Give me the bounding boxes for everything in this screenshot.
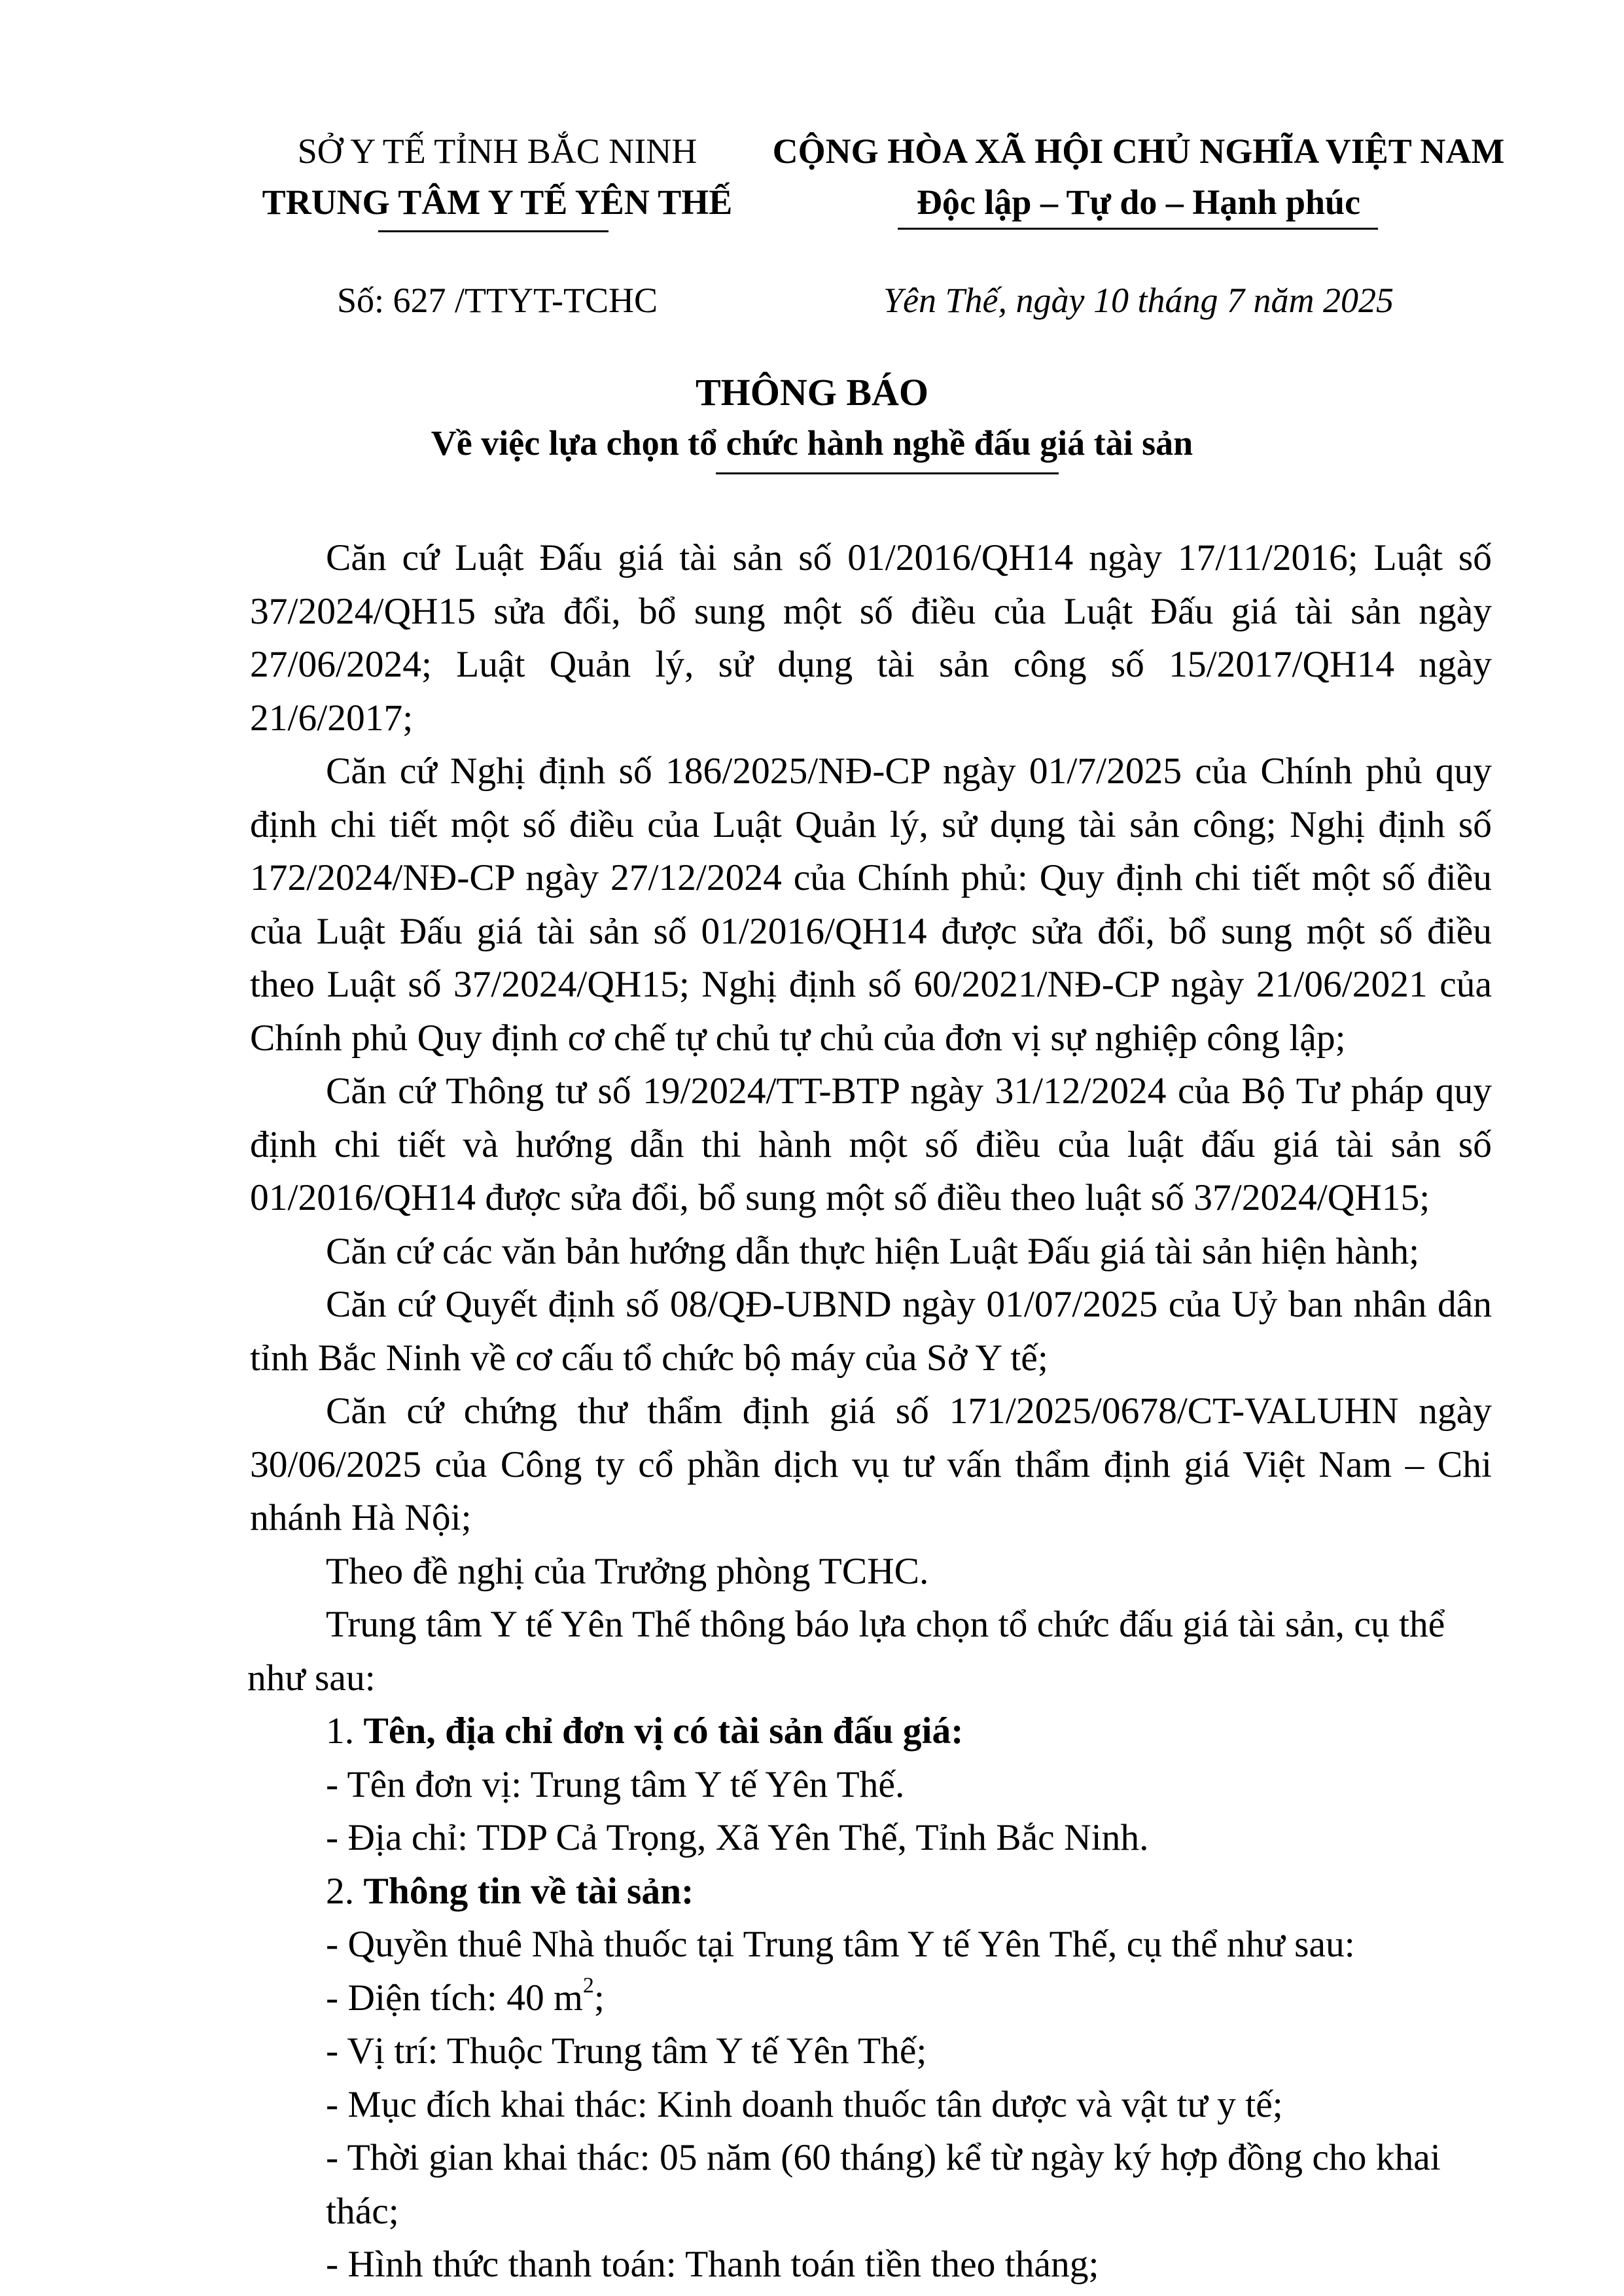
basis-paragraph: Căn cứ Luật Đấu giá tài sản số 01/2016/QH14 ngày 17/11/2016; Luật số 37/2024/QH15 sửa đổi, bổ sung một số điều của Luật Đấu giá tài sản ngày 27/06/2024; Luật Quản lý, sử dụng tài sản công số 15/2017/QH14 ngày 21/6/2017;: [250, 537, 1492, 739]
basis-paragraph: Căn cứ Nghị định số 186/2025/NĐ-CP ngày 01/7/2025 của Chính phủ quy định chi tiết một số điều của Luật Quản lý, sử dụng tài sản công; Nghị định số 172/2024/NĐ-CP ngày 27/12/2024 của Chính phủ: Quy định chi tiết một số điều của Luật Đấu giá tài sản số 01/2016/QH14 được sửa đổi, bổ sung một số điều theo Luật số 37/2024/QH15; Nghị định số 60/2021/NĐ-CP ngày 21/06/2021 của Chính phủ Quy định cơ chế tự chủ tự chủ của đơn vị sự nghiệp công lập;: [250, 751, 1492, 1059]
basis-paragraph: Theo đề nghị của Trưởng phòng TCHC.: [326, 1550, 929, 1592]
document-number: Số: 627 /TTYT-TCHC: [336, 281, 658, 320]
agency-name: TRUNG TÂM Y TẾ YÊN THẾ: [262, 183, 733, 222]
intro-continuation: như sau:: [247, 1657, 376, 1699]
basis-paragraph: Căn cứ các văn bản hướng dẫn thực hiện Luật Đấu giá tài sản hiện hành;: [326, 1230, 1420, 1272]
intro-line: Trung tâm Y tế Yên Thế thông báo lựa chọn tổ chức đấu giá tài sản, cụ thể: [326, 1604, 1445, 1645]
section2-item-lease: - Quyền thuê Nhà thuốc tại Trung tâm Y tế Yên Thế, cụ thể như sau:: [326, 1924, 1355, 1965]
national-title: CỘNG HÒA XÃ HỘI CHỦ NGHĨA VIỆT NAM: [772, 132, 1505, 171]
section2-item: - Mục đích khai thác: Kinh doanh thuốc tân dược và vật tư y tế;: [326, 2083, 1283, 2125]
section1-title: Tên, địa chỉ đơn vị có tài sản đấu giá:: [363, 1710, 964, 1752]
basis-paragraph: Căn cứ Quyết định số 08/QĐ-UBND ngày 01/07/2025 của Uỷ ban nhân dân tỉnh Bắc Ninh về cơ cấu tổ chức bộ máy của Sở Y tế;: [250, 1284, 1492, 1379]
area-exponent: 2: [582, 1973, 594, 1998]
subtitle-underline: [716, 472, 1059, 474]
section2-title: Thông tin về tài sản:: [363, 1870, 694, 1912]
section1-heading: [250, 1704, 1492, 1758]
national-motto: Độc lập – Tự do – Hạnh phúc: [916, 183, 1361, 222]
place-date: Yên Thế, ngày 10 tháng 7 năm 2025: [883, 281, 1394, 320]
agency-parent: SỞ Y TẾ TỈNH BẮC NINH: [297, 132, 697, 171]
area-suffix: ;: [593, 1977, 605, 2019]
section1-number: 1.: [326, 1710, 364, 1752]
document-subtitle: Về việc lựa chọn tổ chức hành nghề đấu giá tài sản: [431, 423, 1193, 463]
area-text: - Diện tích: 40 m: [326, 1977, 583, 2019]
section2-item: - Hình thức thanh toán: Thanh toán tiền theo tháng;: [326, 2244, 1099, 2285]
section1-item: - Tên đơn vị: Trung tâm Y tế Yên Thế.: [326, 1763, 905, 1805]
section2-heading: [250, 1865, 1492, 1918]
basis-paragraph: Căn cứ Thông tư số 19/2024/TT-BTP ngày 31/12/2024 của Bộ Tư pháp quy định chi tiết và hướng dẫn thi hành một số điều của luật đấu giá tài sản số 01/2016/QH14 được sửa đổi, bổ sung một số điều theo luật số 37/2024/QH15;: [250, 1070, 1492, 1218]
section2-item-area: [250, 1971, 1492, 2025]
document-body: [247, 531, 1492, 2291]
basis-paragraph: Căn cứ chứng thư thẩm định giá số 171/2025/0678/CT-VALUHN ngày 30/06/2025 của Công ty cổ phần dịch vụ tư vấn thẩm định giá Việt Nam – Chi nhánh Hà Nội;: [250, 1390, 1492, 1538]
section2-item: - Thời gian khai thác: 05 năm (60 tháng) kể từ ngày ký hợp đồng cho khai thác;: [326, 2137, 1441, 2232]
document-title: THÔNG BÁO: [695, 371, 929, 414]
motto-underline: [898, 228, 1378, 230]
section1-item: - Địa chỉ: TDP Cả Trọng, Xã Yên Thế, Tỉnh Bắc Ninh.: [326, 1817, 1149, 1858]
section2-item: - Vị trí: Thuộc Trung tâm Y tế Yên Thế;: [326, 2030, 927, 2072]
section2-number: 2.: [326, 1870, 364, 1912]
agency-underline: [378, 230, 609, 232]
